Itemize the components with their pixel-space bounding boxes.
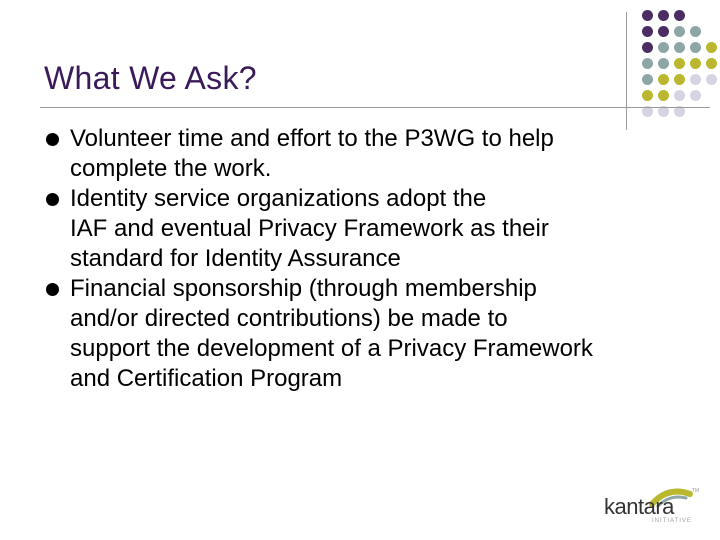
title-underline xyxy=(40,107,710,108)
dot xyxy=(674,26,685,37)
dot xyxy=(690,90,701,101)
dot xyxy=(706,58,717,69)
bullet-line: complete the work. xyxy=(70,155,272,182)
dot xyxy=(658,58,669,69)
dot xyxy=(658,10,669,21)
logo-subtext: INITIATIVE xyxy=(652,518,692,524)
dot xyxy=(706,42,717,53)
dot xyxy=(658,26,669,37)
bullet-icon xyxy=(46,133,59,146)
bullet-item xyxy=(44,274,720,394)
logo-wordmark: kantara xyxy=(604,494,674,519)
dot xyxy=(658,74,669,85)
dot xyxy=(706,74,717,85)
dot xyxy=(642,10,653,21)
dot xyxy=(674,74,685,85)
dot xyxy=(674,90,685,101)
slide-title: What We Ask? xyxy=(44,60,257,96)
dot xyxy=(690,26,701,37)
dot xyxy=(674,10,685,21)
bullet-line: Volunteer time and effort to the P3WG to help xyxy=(70,125,554,152)
bullet-icon xyxy=(46,283,59,296)
bullet-line: IAF and eventual Privacy Framework as their xyxy=(70,215,549,242)
kantara-logo xyxy=(600,484,700,524)
bullet-icon xyxy=(46,193,59,206)
bullet-line: Identity service organizations adopt the xyxy=(70,185,487,212)
dot xyxy=(642,58,653,69)
bullet-line: and Certification Program xyxy=(70,365,343,392)
bullet-item xyxy=(44,124,720,184)
dot xyxy=(642,90,653,101)
dot xyxy=(642,42,653,53)
dot xyxy=(658,90,669,101)
dot xyxy=(690,42,701,53)
vertical-rule xyxy=(626,12,627,130)
dot xyxy=(690,58,701,69)
dot xyxy=(674,58,685,69)
dot xyxy=(690,74,701,85)
bullet-item xyxy=(44,184,720,274)
decorative-dot-grid xyxy=(638,10,720,120)
dot xyxy=(658,42,669,53)
dot xyxy=(642,74,653,85)
dot xyxy=(642,26,653,37)
bullet-list xyxy=(44,124,720,394)
bullet-line: support the development of a Privacy Framework xyxy=(70,335,593,362)
logo-trademark: TM xyxy=(692,488,700,494)
bullet-line: standard for Identity Assurance xyxy=(70,245,401,272)
dot xyxy=(674,42,685,53)
bullet-line: Financial sponsorship (through membership xyxy=(70,275,537,302)
bullet-line: and/or directed contributions) be made to xyxy=(70,305,508,332)
